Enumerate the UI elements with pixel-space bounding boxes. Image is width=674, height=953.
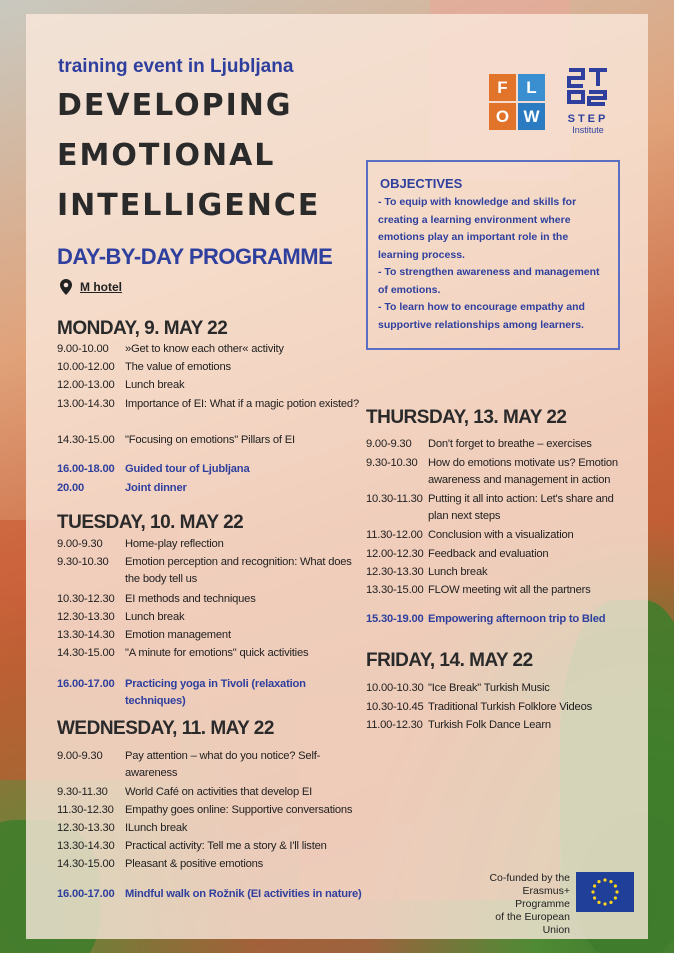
row-time: 16.00-17.00 [57, 888, 115, 900]
schedule-row [57, 784, 365, 801]
flow-letter-l: L [518, 74, 545, 101]
day-heading-thursday: THURSDAY, 13. MAY 22 [366, 407, 567, 428]
schedule-row [366, 680, 628, 697]
objectives-heading: OBJECTIVES [380, 176, 463, 191]
title-line-2: EMOTIONAL [57, 138, 276, 173]
row-activity: Empowering afternoon trip to Bled [428, 613, 606, 625]
day-heading-friday: FRIDAY, 14. MAY 22 [366, 650, 533, 671]
row-activity: Don't forget to breathe – exercises [428, 438, 592, 450]
objective-item: - To equip with knowledge and skills for creating a learning environment where emotions play an important role in the learning process. [378, 196, 577, 261]
row-activity: Pleasant & positive emotions [125, 858, 264, 870]
row-time: 9.00-9.30 [57, 538, 103, 550]
schedule-row [57, 377, 365, 394]
row-activity: Traditional Turkish Folklore Videos [428, 701, 592, 713]
cofunded-line: Co-funded by the [489, 872, 570, 884]
row-time: 12.30-13.30 [57, 822, 115, 834]
schedule-row-highlight [57, 480, 365, 497]
title-line-1: DEVELOPING [57, 88, 293, 123]
schedule-row-highlight [57, 461, 365, 478]
schedule-row [57, 554, 365, 587]
schedule-row-highlight [57, 676, 365, 709]
schedule-row [57, 838, 365, 855]
schedule-row [366, 717, 628, 734]
schedule-row [57, 645, 365, 662]
cofunded-line: Erasmus+ Programme [515, 885, 570, 910]
schedule-row [366, 582, 628, 599]
row-time: 9.00-9.30 [366, 438, 412, 450]
row-time: 13.30-14.30 [57, 629, 115, 641]
objective-item: - To strengthen awareness and management of emotions. [378, 266, 600, 296]
row-time: 9.30-10.30 [57, 556, 109, 568]
row-activity: "Focusing on emotions" Pillars of EI [125, 434, 295, 446]
schedule-row-highlight [57, 886, 375, 903]
row-activity: World Café on activities that develop EI [125, 786, 313, 798]
schedule-row [57, 856, 365, 873]
row-activity: ILunch break [125, 822, 188, 834]
row-time: 16.00-18.00 [57, 463, 115, 475]
row-time: 14.30-15.00 [57, 434, 115, 446]
schedule-row [366, 491, 628, 524]
row-activity: Guided tour of Ljubljana [125, 463, 250, 475]
day-heading-wednesday: WEDNESDAY, 11. MAY 22 [57, 718, 274, 739]
row-activity: Emotion management [125, 629, 231, 641]
row-activity: »Get to know each other« activity [125, 343, 284, 355]
row-activity: Feedback and evaluation [428, 548, 549, 560]
row-time: 14.30-15.00 [57, 858, 115, 870]
schedule-row [57, 591, 365, 608]
flow-letter-w: W [518, 103, 545, 130]
flow-logo [489, 74, 545, 130]
row-time: 10.30-11.30 [366, 493, 423, 505]
row-time: 14.30-15.00 [57, 647, 115, 659]
row-activity: Home-play reflection [125, 538, 224, 550]
schedule-row [57, 627, 365, 644]
row-activity: Lunch break [428, 566, 488, 578]
schedule-row [366, 436, 628, 453]
row-time: 16.00-17.00 [57, 678, 115, 690]
day-heading-tuesday: TUESDAY, 10. MAY 22 [57, 512, 244, 533]
row-time: 12.30-13.30 [366, 566, 424, 578]
row-activity: Importance of EI: What if a magic potion existed? [125, 398, 359, 410]
row-activity: "Ice Break" Turkish Music [428, 682, 550, 694]
row-time: 11.00-12.30 [366, 719, 423, 731]
row-time: 12.00-12.30 [366, 548, 424, 560]
row-time: 9.00-9.30 [57, 750, 103, 762]
schedule-row [366, 564, 628, 581]
step-name: STEP [567, 113, 609, 125]
row-time: 13.00-14.30 [57, 398, 115, 410]
eu-flag-icon [576, 872, 634, 912]
row-time: 10.30-12.30 [57, 593, 115, 605]
row-activity: Lunch break [125, 611, 185, 623]
row-activity: Pay attention – what do you notice? Self-awareness [125, 750, 321, 779]
objective-item: - To learn how to encourage empathy and supportive relationships among learners. [378, 301, 585, 331]
venue [60, 279, 122, 295]
row-activity: EI methods and techniques [125, 593, 256, 605]
row-activity: FLOW meeting wit all the partners [428, 584, 591, 596]
schedule-row [57, 536, 365, 553]
row-time: 20.00 [57, 482, 84, 494]
row-time: 12.00-13.00 [57, 379, 115, 391]
row-time: 11.30-12.30 [57, 804, 114, 816]
event-subtitle: training event in Ljubljana [58, 56, 294, 77]
schedule-row [366, 546, 628, 563]
location-pin-icon [60, 279, 72, 295]
row-activity: The value of emotions [125, 361, 231, 373]
row-activity: Turkish Folk Dance Learn [428, 719, 551, 731]
title-line-3: INTELLIGENCE [57, 188, 321, 223]
row-time: 13.30-14.30 [57, 840, 115, 852]
schedule-row [57, 341, 365, 358]
row-time: 10.00-10.30 [366, 682, 424, 694]
row-time: 13.30-15.00 [366, 584, 424, 596]
venue-label: M hotel [80, 280, 122, 294]
objectives-box [366, 160, 620, 350]
schedule-row [366, 699, 628, 716]
cofunded-text [470, 872, 570, 937]
schedule-row [57, 359, 365, 376]
row-activity: Practical activity: Tell me a story & I'll listen [125, 840, 327, 852]
schedule-row [57, 609, 365, 626]
row-time: 10.00-12.00 [57, 361, 115, 373]
row-time: 11.30-12.00 [366, 529, 423, 541]
schedule-row [57, 396, 365, 413]
row-activity: "A minute for emotions" quick activities [125, 647, 309, 659]
day-heading-monday: MONDAY, 9. MAY 22 [57, 318, 228, 339]
row-time: 10.30-10.45 [366, 701, 424, 713]
schedule-row [366, 527, 628, 544]
schedule-row [57, 802, 375, 819]
step-logo-icon [565, 64, 611, 108]
schedule-row [57, 748, 365, 781]
row-activity: How do emotions motivate us? Emotion awareness and management in action [428, 457, 618, 486]
row-activity: Practicing yoga in Tivoli (relaxation techniques) [125, 678, 306, 707]
row-activity: Emotion perception and recognition: What does the body tell us [125, 556, 352, 585]
schedule-row-highlight [366, 611, 628, 628]
row-time: 15.30-19.00 [366, 613, 424, 625]
row-activity: Conclusion with a visualization [428, 529, 574, 541]
row-activity: Joint dinner [125, 482, 187, 494]
row-time: 9.30-10.30 [366, 457, 418, 469]
row-activity: Lunch break [125, 379, 185, 391]
row-activity: Empathy goes online: Supportive conversations [125, 804, 353, 816]
schedule-row [57, 820, 365, 837]
flow-letter-o: O [489, 103, 516, 130]
schedule-row [57, 432, 365, 449]
flow-letter-f: F [489, 74, 516, 101]
cofunded-line: of the European Union [495, 911, 570, 936]
step-institute-logo [560, 64, 616, 135]
row-activity: Mindful walk on Rožnik (EI activities in nature) [125, 888, 362, 900]
programme-title: DAY-BY-DAY PROGRAMME [57, 244, 333, 269]
row-time: 12.30-13.30 [57, 611, 115, 623]
schedule-row [366, 455, 628, 488]
row-time: 9.30-11.30 [57, 786, 108, 798]
row-activity: Putting it all into action: Let's share and plan next steps [428, 493, 614, 522]
row-time: 9.00-10.00 [57, 343, 109, 355]
step-sub: Institute [572, 125, 604, 135]
